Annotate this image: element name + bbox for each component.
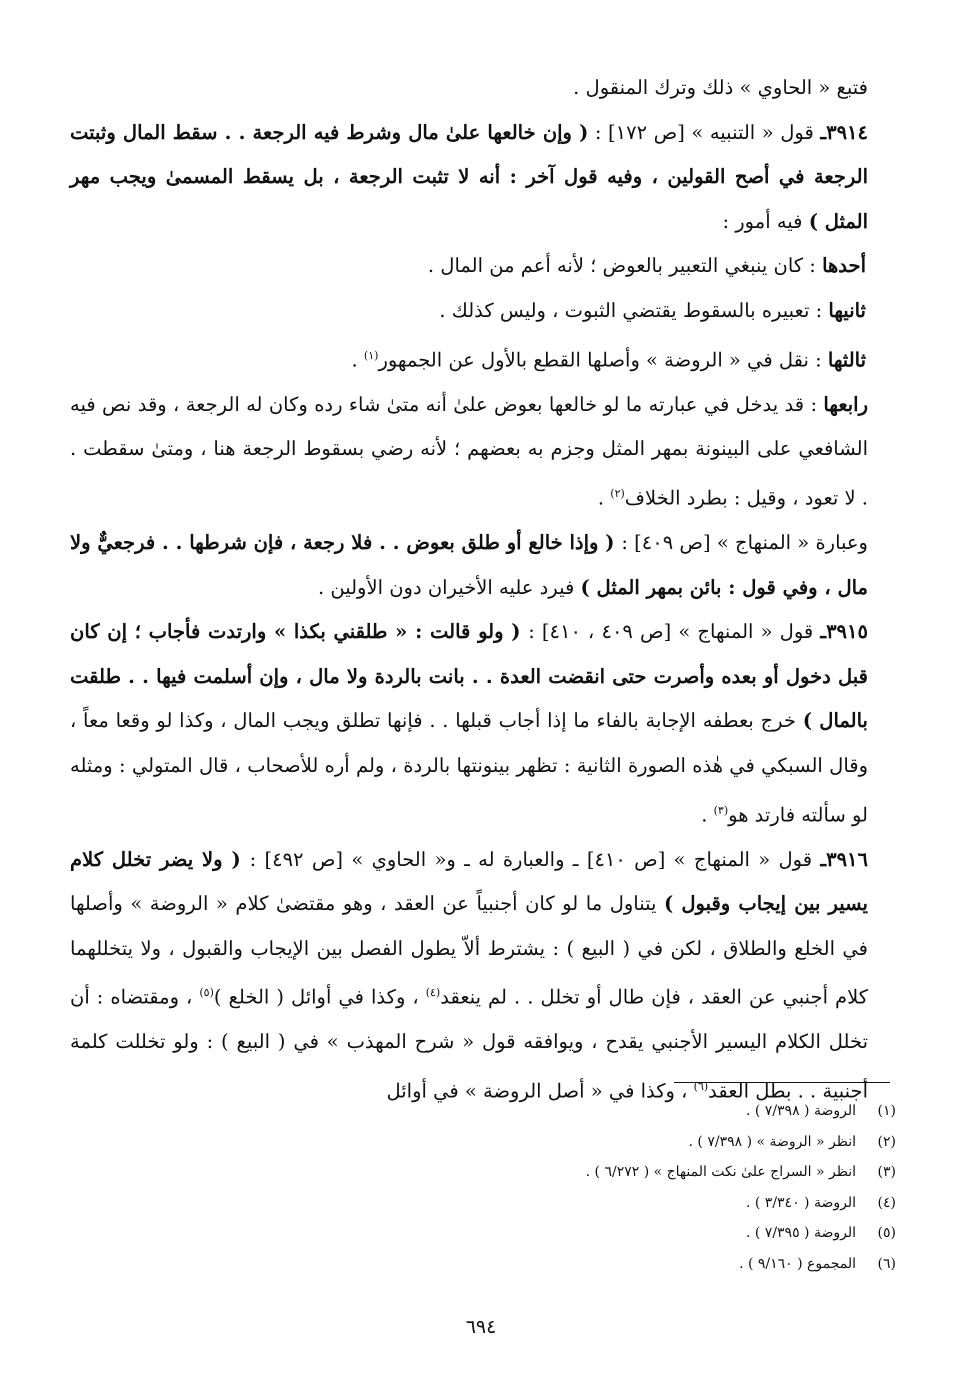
source-reference: قول « المنهاج » [ص ٤١٠] ـ والعبارة له ـ و« الحاوي » [ص ٤٩٢] : [249,847,813,871]
footnote-marker: (٤) [425,986,441,1000]
source-reference: قول « المنهاج » [ص ٤٠٩ ، ٤١٠] : [528,620,814,644]
paragraph-text: خرج بعطفه الإجابة بالفاء ما إذا أجاب قبلها . . فإنها تطلق ويجب المال ، وكذا لو وقعا معاً ، وقال السبكي في هٰذه الصورة الثانية : تظهر بينونتها بالردة ، ولم أره للأصحاب ، قال المتولي : ومثله لو سألته فارتد هو [70,709,868,826]
quoted-text: ( ولا يضر تخلل كلام يسير بين إيجاب وقبول ) [70,847,868,916]
paragraph-text: يتناول ما لو كان أجنبياً عن العقد ، وهو مقتضىٰ كلام « الروضة » وأصلها في الخلع والطلاق ، لكن في ( البيع ) : يشترط ألاّ يطول الفصل بين الإيجاب والقبول ، ولا يتخللهما كلام أجنبي عن العقد ، فإن طال أو تخلل . . لم ينعقد [70,892,869,1009]
footnote-marker: (٦) [693,1080,709,1094]
quoted-text: ( ولو قالت : « طلقني بكذا » وارتدت فأجاب ؛ إن كان قبل دخول أو بعده وأصرت حتى انقضت العدة . . بانت بالردة ولا مال ، وإن أسلمت فيها . . طلقت بالمال ) [70,620,868,733]
main-text [70,66,890,1114]
point-text: : نقل في « الروضة » وأصلها القطع بالأول عن الجمهور [378,348,828,372]
point-third [70,334,890,383]
point-text: . [597,486,611,510]
paragraph-text: . [701,803,714,826]
quoted-text: ( وإذا خالع أو طلق بعوض . . فلا رجعة ، فإن شرطها . . فرجعيٌّ ولا مال ، وفي قول : بائن بمهر المثل ) [70,530,868,599]
issue-number: ٣٩١٥ـ [820,620,868,644]
footnote-number: (٥) [877,1225,896,1241]
footnote-number: (٢) [877,1133,896,1150]
footnote [76,1157,896,1188]
footnote-text: انظر « الروضة » ( ٧/٣٩٨ ) . [688,1133,856,1150]
point-label: رابعها [823,392,868,416]
point-text: . [351,348,364,372]
issue-number: ٣٩١٦ـ [820,847,868,871]
footnote-number: (٦) [877,1255,896,1272]
footnote-text: انظر « السراج علىٰ نكت المنهاج » ( ٦/٢٧٢ ) . [585,1164,856,1180]
issue-number: ٣٩١٤ـ [820,120,868,144]
point-text: : تعبيره بالسقوط يقتضي الثبوت ، وليس كذلك . [439,298,829,322]
footnote-marker: (٥) [199,986,214,1000]
footnotes [76,1096,896,1279]
point-label: أحدها [822,254,866,278]
footnote [76,1218,896,1249]
page-number: ٦٩٤ [465,1316,497,1338]
source-reference: وعبارة « المنهاج » [ص ٤٠٩] : [621,530,868,554]
footnote-marker: (٢) [610,486,625,500]
footnote [76,1096,896,1127]
footnote-number: (١) [877,1103,896,1119]
footnote-text: الروضة ( ٣/٣٤٠ ) . [745,1194,856,1211]
footnote-divider [674,1082,890,1083]
paragraph-text: ، وكذا في « أصل الروضة » في أوائل [386,1079,694,1103]
paragraph-text: فيه أمور : [722,209,809,233]
footnote-text: المجموع ( ٩/١٦٠ ) . [739,1255,856,1272]
paragraph-text: فتبع « الحاوي » ذلك وترك المنقول . [573,76,868,99]
paragraph-3915 [70,610,890,837]
point-text: : كان ينبغي التعبير بالعوض ؛ لأنه أعم من المال . [427,254,823,278]
footnote-text: الروضة ( ٧/٣٩٨ ) . [745,1103,856,1119]
point-second [70,289,890,334]
paragraph-text: فيرد عليه الأخيران دون الأولين . [317,575,581,599]
footnote-marker: (٣) [713,803,729,817]
footnote [76,1249,896,1280]
paragraph [70,66,890,111]
footnote-marker: (١) [363,348,379,362]
point-label: ثانيها [828,298,866,322]
footnote [76,1127,896,1158]
point-fourth [70,383,890,521]
quoted-text: ( وإن خالعها علىٰ مال وشرط فيه الرجعة . . سقط المال وثبتت الرجعة في أصح القولين ، وفيه قول آخر : أنه لا تثبت الرجعة ، بل يسقط المسمىٰ ويجب مهر المثل ) [70,120,868,233]
point-label: ثالثها [827,348,866,372]
point-text: : قد يدخل في عبارته ما لو خالعها بعوض علىٰ أنه متىٰ شاء رده وكان له الرجعة ، وقد نص فيه الشافعي على البينونة بمهر المثل وجزم به بعضهم ؛ لأنه رضي بسقوط الرجعة هنا ، ومتىٰ سقطت . . لا تعود ، وقيل : بطرد الخلاف [70,392,868,510]
footnote [76,1188,896,1219]
paragraph-text: ، وكذا في أوائل ( الخلع ) [213,985,426,1009]
paragraph-text: ، ومقتضاه : أن تخلل الكلام اليسير الأجنبي يقدح ، ويوافقه قول « شرح المهذب » في ( البيع ) : ولو تخللت كلمة أجنبية . . بطل العقد [70,985,868,1103]
paragraph-minhaj [70,521,890,610]
source-reference: قول « التنبيه » [ص ١٧٢] : [594,120,814,144]
point-first [70,244,890,289]
footnote-text: الروضة ( ٧/٣٩٥ ) . [745,1225,856,1241]
footnote-number: (٤) [877,1194,896,1211]
paragraph-3914 [70,111,890,245]
paragraph-3916 [70,838,890,1115]
footnote-number: (٣) [877,1164,896,1180]
